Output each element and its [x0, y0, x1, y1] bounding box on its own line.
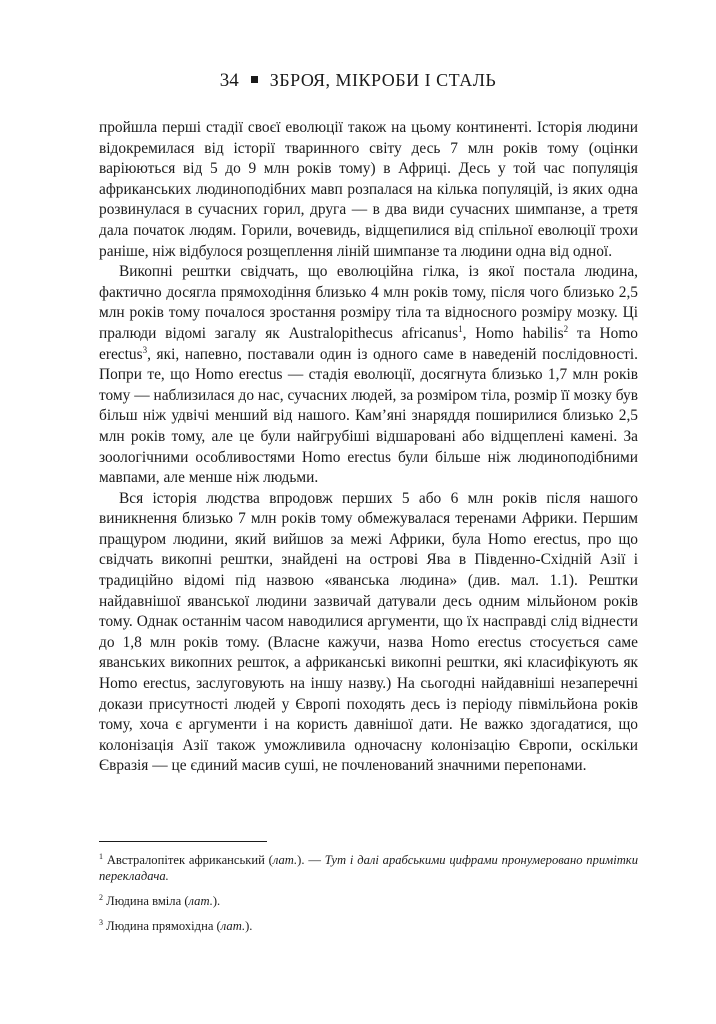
- footnote-1-italic: Тут і далі арабськими цифрами пронумеровано примітки перекладача.: [99, 853, 638, 883]
- footnote-1-lang: лат.: [272, 853, 298, 867]
- paragraph-1: пройшла перші стадії своєї еволюції також на цьому континенті. Історія людини відокремилася від історії тваринного світу десь 7 млн років тому (оцінки варіюються від 5 до 9 млн років тому) в Африці. Десь у той час популяція африканських людиноподібних мавп розпалася на кілька популяцій, із яких одна розвинулася в сучасних горил, друга — в два види сучасних шимпанзе, а третя дала початок людям. Горили, вочевидь, відщепилися від спільної еволюції трохи раніше, ніж відбулося розщеплення ліній шимпанзе та людини одна від одної.: [99, 119, 638, 260]
- footnote-2: [99, 893, 638, 909]
- paragraph-2-part-b: , Homo habilis: [462, 324, 564, 342]
- footnote-2-text: Людина вміла (: [106, 894, 189, 908]
- paragraph-3: Вся історія людства впродовж перших 5 або 6 млн років після нашого виникнення близько 7 млн років тому обмежувалася теренами Африки. Першим пращуром людини, який вийшов за межі Африки, була Homo erectus, про що свідчать викопні рештки, знайдені на острові Ява в Південно-Східній Азії і традиційно відомі під назвою «яванська людина» (див. мал. 1.1). Рештки найдавнішої яванської людини зазвичай датували десь одним мільйоном років тому. Однак останнім часом наводилися аргументи, що їх насправді слід віднести до 1,8 млн років тому. (Власне кажучи, назва Homo erectus стосується саме яванських викопних решток, а африканські викопні рештки, які класифікують як Homo erectus, заслуговують на іншу назву.) На сьогодні найдавніші незаперечні докази присутності людей у Європі походять десь із періоду півмільйона років тому, хоча є аргументи і на користь давнішої дати. Не важко здогадатися, що колонізація Азії також уможливила одночасну колонізацію Європи, оскільки Євразія — це єдиний масив суші, не почленований значними перепонами.: [99, 489, 638, 775]
- footnotes: [99, 852, 638, 943]
- footnote-3-end: ).: [245, 919, 253, 933]
- footnote-ref-3: 3: [142, 344, 148, 355]
- paragraph-2: [99, 262, 638, 489]
- footnote-1-number: 1: [99, 851, 103, 861]
- footnote-3-number: 3: [99, 917, 103, 927]
- page-number: 34: [219, 70, 239, 91]
- running-header: [0, 68, 716, 93]
- footnote-3-lang: лат.: [220, 919, 246, 933]
- footnote-divider: [99, 841, 267, 842]
- footnote-2-end: ).: [212, 894, 221, 908]
- footnote-3: [99, 918, 638, 934]
- header-separator-square: [251, 76, 258, 83]
- running-title: ЗБРОЯ, МІКРОБИ І СТАЛЬ: [269, 70, 497, 90]
- paragraph-2-part-d: , які, напевно, поставали один із одного саме в наведеній послідовності. Попри те, що Homo erectus — стадія еволюції, досягнута близько 1,7 млн років тому — наблизилася до нас, сучасних людей, за розміром тіла, розмір її мозку був більш ніж удвічі менший від нашого. Кам’яні знаряддя поширилися близько 2,5 млн років тому, але це були найгрубіші відшаровані або відщеплені камені. За зоологічними особливостями Homo erectus були більше ніж людиноподібними мавпами, але менше ніж людьми.: [99, 345, 638, 487]
- footnote-2-lang: лат.: [188, 894, 213, 908]
- footnote-1-mid: ). —: [297, 853, 325, 867]
- footnote-3-text: Людина прямохідна (: [106, 919, 221, 933]
- footnote-1: [99, 852, 638, 884]
- paragraph-2-part-c: та Homo erectus: [99, 324, 638, 363]
- footnote-1-text: Австралопітек африканський (: [106, 853, 273, 867]
- footnote-2-number: 2: [99, 892, 103, 902]
- footnote-ref-2: 2: [563, 323, 569, 334]
- footnote-ref-1: 1: [458, 323, 463, 334]
- paragraph-2-part-a: Викопні рештки свідчать, що еволюційна гілка, із якої постала людина, фактично досягла прямоходіння близько 4 млн років тому, після чого близько 2,5 млн років тому почалося зростання розміру тіла та відносного розміру мозку. Ці пралюди відомі загалу як Australopithecus africanus: [99, 263, 638, 342]
- body-text: [99, 118, 638, 777]
